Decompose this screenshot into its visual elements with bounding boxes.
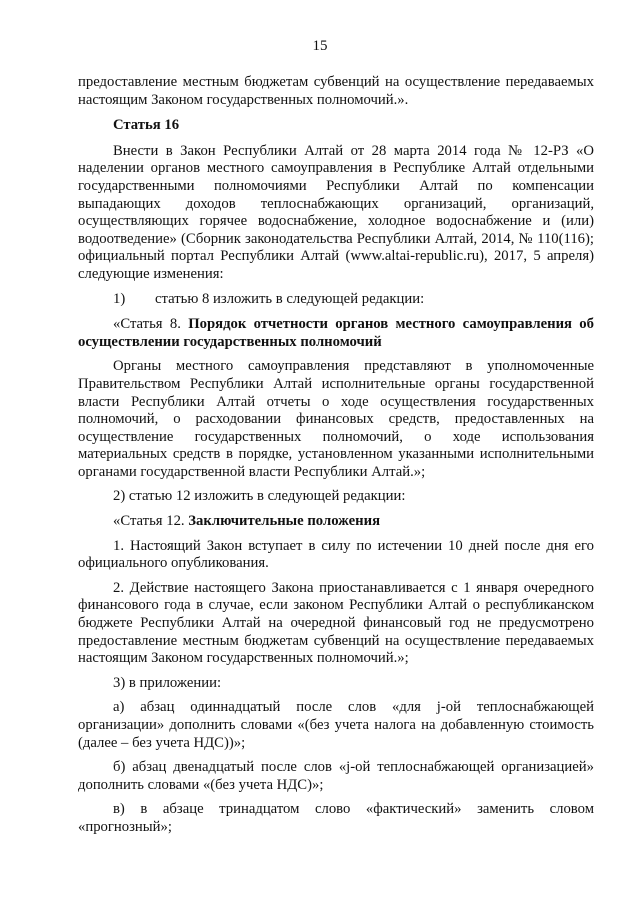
- sub-item-c: в) в абзаце тринадцатом слово «фактический» заменить словом «прогнозный»;: [78, 801, 594, 835]
- sub-item-b: б) абзац двенадцатый после слов «j-ой теплоснабжающей организацией» дополнить словами «(без учета НДС)»;: [78, 759, 594, 793]
- paragraph-continuation: предоставление местным бюджетам субвенций на осуществление передаваемых настоящим Законом государственных полномочий.».: [78, 74, 594, 108]
- list-item-2: 2) статью 12 изложить в следующей редакции:: [113, 488, 406, 505]
- page-number: 15: [312, 38, 328, 54]
- list-item-1-number: 1): [113, 290, 126, 307]
- paragraph-amendment-intro: Внести в Закон Республики Алтай от 28 марта 2014 года № 12-РЗ «О наделении органов местного самоуправления в Республике Алтай отдельными государственными полномочиями Республики Алтай по компенсации выпадающих доходов теплоснабжающих организаций, организаций, осуществляющих горячее водоснабжение, холодное водоснабжение и (или) водоотведение» (Сборник законодательства Республики Алтай, 2014, № 110(116); официальный портал Республики Алтай (www.altai-republic.ru), 2017, 5 апреля) следующие изменения:: [78, 142, 594, 282]
- article-16-heading: Статья 16: [113, 117, 180, 134]
- paragraph-article-12-point-1: 1. Настоящий Закон вступает в силу по истечении 10 дней после дня его официального опубликования.: [78, 537, 594, 572]
- article-12-title: Заключительные положения: [188, 513, 381, 530]
- article-12-prefix: «Статья 12.: [113, 513, 189, 530]
- sub-item-a: а) абзац одиннадцатый после слов «для j-ой теплоснабжающей организации» дополнить словами «(без учета налога на добавленную стоимость (далее – без учета НДС))»;: [78, 699, 594, 751]
- article-8-prefix: «Статья 8.: [113, 316, 189, 333]
- list-item-1: [78, 291, 594, 309]
- list-item-3: 3) в приложении:: [113, 674, 222, 691]
- paragraph-article-8-body: Органы местного самоуправления представляют в уполномоченные Правительством Республики Алтай исполнительные органы государственной власти Республики Алтай отчеты о ходе осуществления государственных полномочий, о расходовании финансовых средств, предоставленных на осуществление государственных полномочий, о ходе использования материальных средств в порядке, установленном указанными исполнительными органами государственной власти Республики Алтай.»;: [78, 358, 594, 480]
- article-8-heading: [78, 316, 594, 351]
- list-item-1-text: статью 8 изложить в следующей редакции:: [155, 290, 425, 307]
- article-12-heading: [78, 513, 594, 531]
- paragraph-article-12-point-2: 2. Действие настоящего Закона приостанавливается с 1 января очередного финансового года в случае, если законом Республики Алтай о республиканском бюджете Республики Алтай на очередной финансовый год не предусмотрено предоставление местным бюджетам субвенций на осуществление передаваемых настоящим Законом государственных полномочий.»;: [78, 579, 594, 667]
- document-body: [78, 74, 594, 844]
- article-8-title: Порядок отчетности органов местного самоуправления об осуществлении государственных полномочий: [78, 316, 594, 350]
